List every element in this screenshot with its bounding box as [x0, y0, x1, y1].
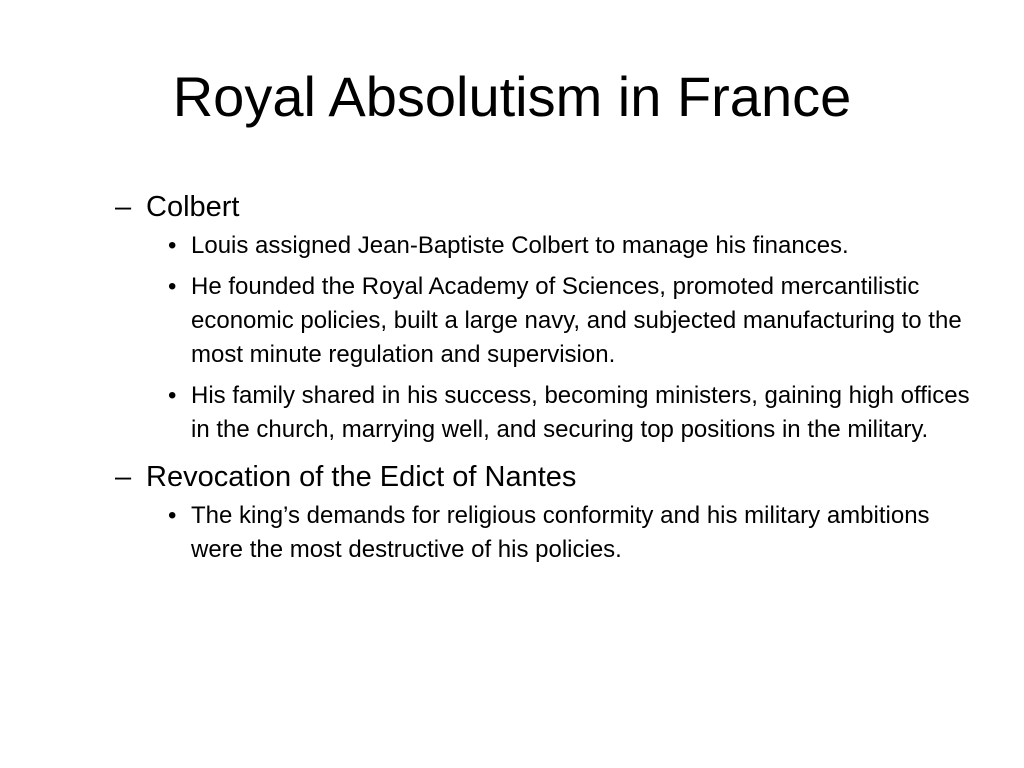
section-heading-text: Revocation of the Edict of Nantes [146, 461, 577, 493]
bullet-text: Louis assigned Jean-Baptiste Colbert to manage his finances. [191, 232, 849, 259]
section-heading-colbert [115, 186, 975, 228]
slide-content [115, 186, 975, 574]
dash-marker: – [115, 191, 132, 223]
dash-marker: – [115, 461, 132, 493]
section-heading-text: Colbert [146, 191, 240, 223]
bullet-list-edict-of-nantes [115, 499, 975, 567]
bullet-text: He founded the Royal Academy of Sciences, promoted mercantilistic economic policies, built a large navy, and subjected manufacturing to the most minute regulation and supervision. [191, 273, 962, 368]
bullet-marker: • [168, 382, 177, 409]
bullet-item [115, 270, 975, 372]
bullet-list-colbert [115, 229, 975, 447]
bullet-item [115, 229, 975, 263]
bullet-item [115, 379, 975, 447]
slide-title: Royal Absolutism in France [172, 65, 852, 128]
bullet-text: The king’s demands for religious conformity and his military ambitions were the most destructive of his policies. [191, 502, 930, 563]
bullet-marker: • [168, 502, 177, 529]
bullet-marker: • [168, 273, 177, 300]
section-heading-edict-of-nantes [115, 456, 975, 498]
bullet-text: His family shared in his success, becoming ministers, gaining high offices in the church, marrying well, and securing top positions in the military. [191, 382, 970, 443]
bullet-marker: • [168, 232, 177, 259]
bullet-item [115, 499, 975, 567]
